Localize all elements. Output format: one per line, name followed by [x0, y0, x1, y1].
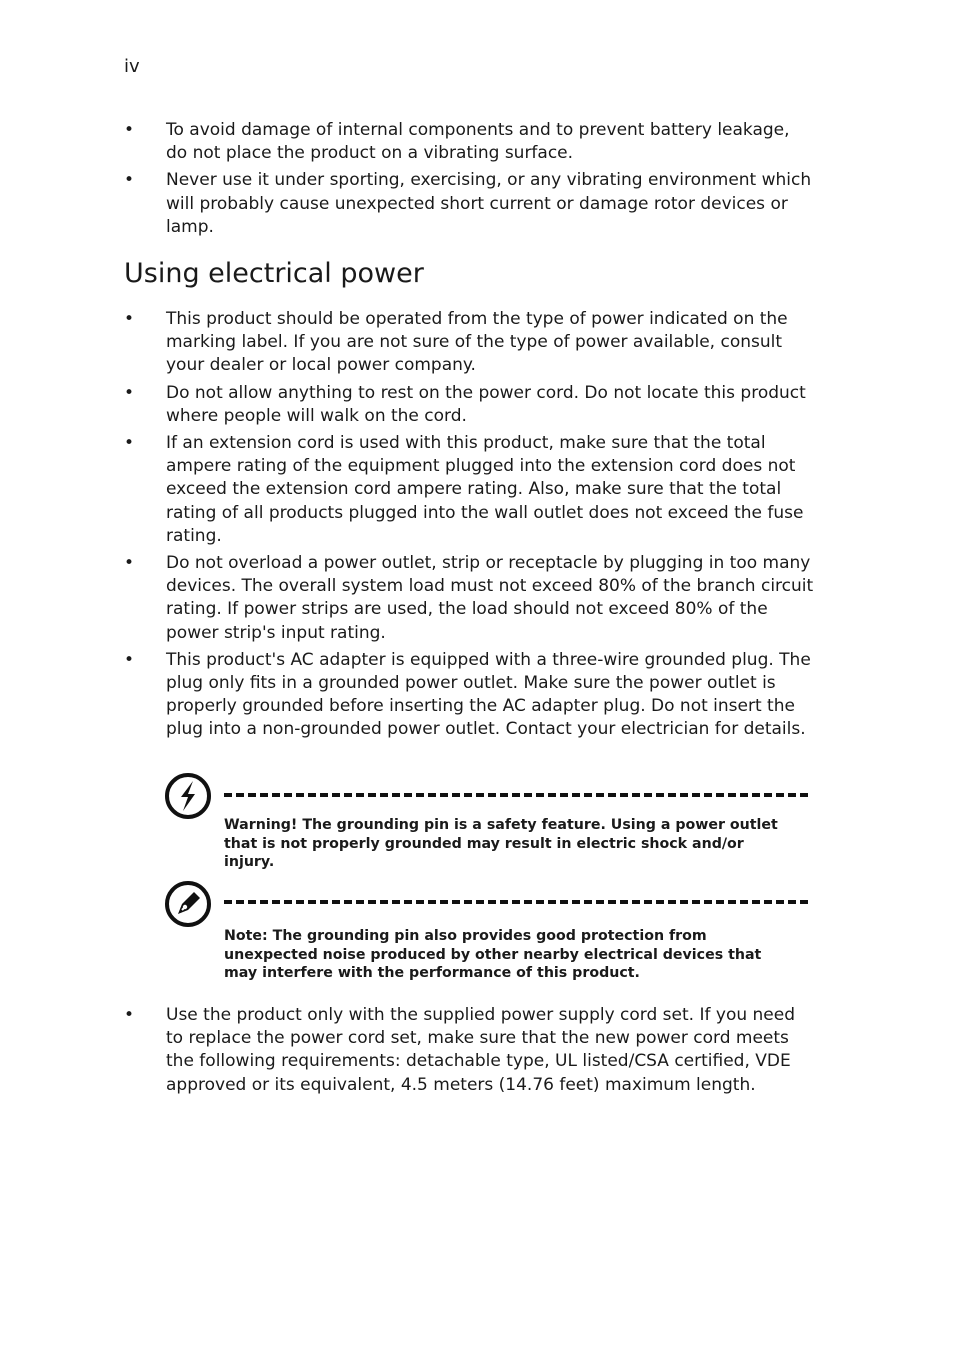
bullet-marker: •	[124, 649, 135, 670]
warning-text: Warning! The grounding pin is a safety feature. Using a power outlet that is not properly grounded may result in electric shock and/or injury.	[224, 817, 778, 870]
list-item: • Never use it under sporting, exercising, or any vibrating environment which will probably cause unexpected short current or damage rotor devices or lamp.	[124, 170, 812, 237]
list-item: • Do not allow anything to rest on the power cord. Do not locate this product where people will walk on the cord.	[124, 382, 806, 426]
warning-callout	[164, 772, 814, 870]
bullet-marker: •	[124, 120, 135, 140]
bullet-list-bottom	[124, 1004, 814, 1101]
note-text: Note: The grounding pin also provides good protection from unexpected noise produced by other nearby electrical devices that may interfere with the performance of this product.	[224, 928, 762, 981]
note-callout	[164, 880, 814, 990]
lightning-warning-icon	[164, 772, 212, 820]
bullet-marker: •	[124, 170, 135, 191]
bullet-list-top	[124, 119, 814, 243]
page-number: iv	[124, 56, 140, 77]
dashed-divider	[224, 793, 808, 797]
list-item: • To avoid damage of internal components and to prevent battery leakage, do not place the product on a vibrating surface.	[124, 120, 790, 164]
bullet-marker: •	[124, 1005, 135, 1025]
list-item: • Use the product only with the supplied power supply cord set. If you need to replace the power cord set, make sure that the new power cord meets the following requirements: detachable type, UL listed/CSA certified, VDE approved or its equivalent, 4.5 meters (14.76 feet) maximum length.	[124, 1005, 795, 1095]
dashed-divider	[224, 900, 808, 904]
list-item: • Do not overload a power outlet, strip or receptacle by plugging in too many devices. The overall system load must not exceed 80% of the branch circuit rating. If power strips are used, the load should not exceed 80% of the power strip's input rating.	[124, 553, 814, 643]
list-item: • If an extension cord is used with this product, make sure that the total ampere rating of the equipment plugged into the extension cord does not exceed the extension cord ampere rating. Also, make sure that the total rating of all products plugged into the wall outlet does not exceed the fuse rating.	[124, 433, 804, 546]
pen-note-icon	[164, 880, 212, 928]
bullet-marker: •	[124, 382, 135, 403]
section-heading: Using electrical power	[124, 258, 424, 289]
bullet-marker: •	[124, 309, 135, 329]
bullet-marker: •	[124, 553, 135, 574]
list-item: • This product should be operated from the type of power indicated on the marking label. If you are not sure of the type of power available, consult your dealer or local power company.	[124, 309, 788, 376]
bullet-list-power	[124, 308, 814, 746]
list-item: • This product's AC adapter is equipped with a three-wire grounded plug. The plug only fits in a grounded power outlet. Make sure the power outlet is properly grounded before inserting the AC adapter plug. Do not insert the plug into a non-grounded power outlet. Contact your electrician for details.	[124, 649, 811, 740]
bullet-marker: •	[124, 433, 135, 454]
